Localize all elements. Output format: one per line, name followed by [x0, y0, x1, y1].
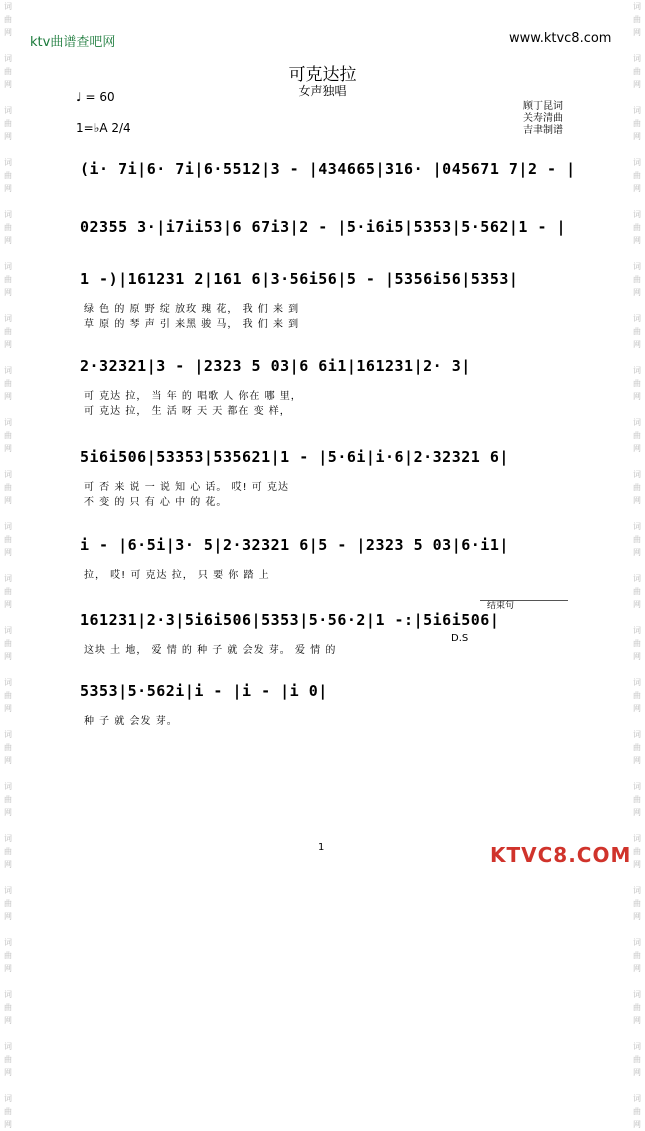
lyric-line: 可 否 来 说 一 说 知 心 话。 哎! 可 克达: [84, 482, 289, 493]
lyric-line: 草 原 的 琴 声 引 来黑 骏 马， 我 们 来 到: [84, 319, 300, 330]
tempo-mark: ♩ = 60: [76, 90, 115, 104]
composer: 关寿清曲: [523, 113, 563, 124]
watermark-left: 词 曲 网 词 曲 网 词 曲 网 词 曲 网 词 曲 网 词 曲 网 词 曲 网 词 曲 网 词 曲 网 词 曲 网 词 曲 网 词 曲 网 词 曲 网 词 曲 网 词 曲 网 词 曲 网 词 曲 网 词 曲 网 词 曲 网 词 曲 网 词 曲 网 词 曲 网: [4, 2, 12, 1129]
site-url[interactable]: www.ktvc8.com: [509, 31, 612, 46]
song-title: 可克达拉: [288, 65, 357, 85]
lyricist: 顾丁昆词: [523, 101, 563, 112]
arranger: 吉聿制谱: [523, 125, 563, 136]
notation-line: 2·32321|3 - |2323 5 03|6 6i1|161231|2· 3|: [80, 357, 471, 375]
site-logo[interactable]: KTVC8.COM: [490, 843, 632, 867]
lyric-line: 拉， 哎! 可 克达 拉， 只 要 你 踏 上: [84, 570, 270, 581]
notation-line: 02355 3·|i7ii53|6 67i3|2 - |5·i6i5|5353|5·562|1 - |: [80, 218, 567, 236]
notation-line: 5353|5·562i|i - |i - |i 0|: [80, 682, 328, 700]
ending-label: 结束句: [487, 601, 515, 611]
lyric-line: 种 子 就 会发 芽。: [84, 716, 178, 727]
notation-line: 1 -)|161231 2|161 6|3·56i56|5 - |5356i56|5353|: [80, 270, 519, 288]
ds-label: D.S: [451, 633, 469, 644]
notation-line: i - |6·5i|3· 5|2·32321 6|5 - |2323 5 03|6·i1|: [80, 536, 509, 554]
page-number: 1: [318, 842, 325, 853]
watermark-right: 词 曲 网 词 曲 网 词 曲 网 词 曲 网 词 曲 网 词 曲 网 词 曲 网 词 曲 网 词 曲 网 词 曲 网 词 曲 网 词 曲 网 词 曲 网 词 曲 网 词 曲 网 词 曲 网 词 曲 网 词 曲 网 词 曲 网 词 曲 网 词 曲 网 词 曲 网: [633, 2, 641, 1129]
lyric-line: 绿 色 的 原 野 绽 放玫 瑰 花， 我 们 来 到: [84, 304, 300, 315]
lyric-line: 可 克达 拉， 生 活 呀 天 天 都在 变 样，: [84, 406, 291, 417]
notation-line: (i· 7i|6· 7i|6·5512|3 - |434665|316· |045671 7|2 - |: [80, 160, 576, 178]
song-subtitle: 女声独唱: [298, 84, 347, 98]
lyric-line: 可 克达 拉， 当 年 的 唱歌 人 你在 哪 里，: [84, 391, 302, 402]
key-signature: 1=♭A 2/4: [76, 121, 131, 135]
credits: [523, 101, 563, 137]
site-name[interactable]: ktv曲谱查吧网: [30, 35, 116, 50]
notation-line: 5i6i506|53353|535621|1 - |5·6i|i·6|2·32321 6|: [80, 448, 509, 466]
ending-bracket: [480, 600, 568, 601]
notation-line: 161231|2·3|5i6i506|5353|5·56·2|1 -:|5i6i506|: [80, 611, 500, 629]
lyric-line: 这块 土 地， 爱 情 的 种 子 就 会发 芽。 爱 情 的: [84, 645, 337, 656]
lyric-line: 不 变 的 只 有 心 中 的 花。: [84, 497, 228, 508]
